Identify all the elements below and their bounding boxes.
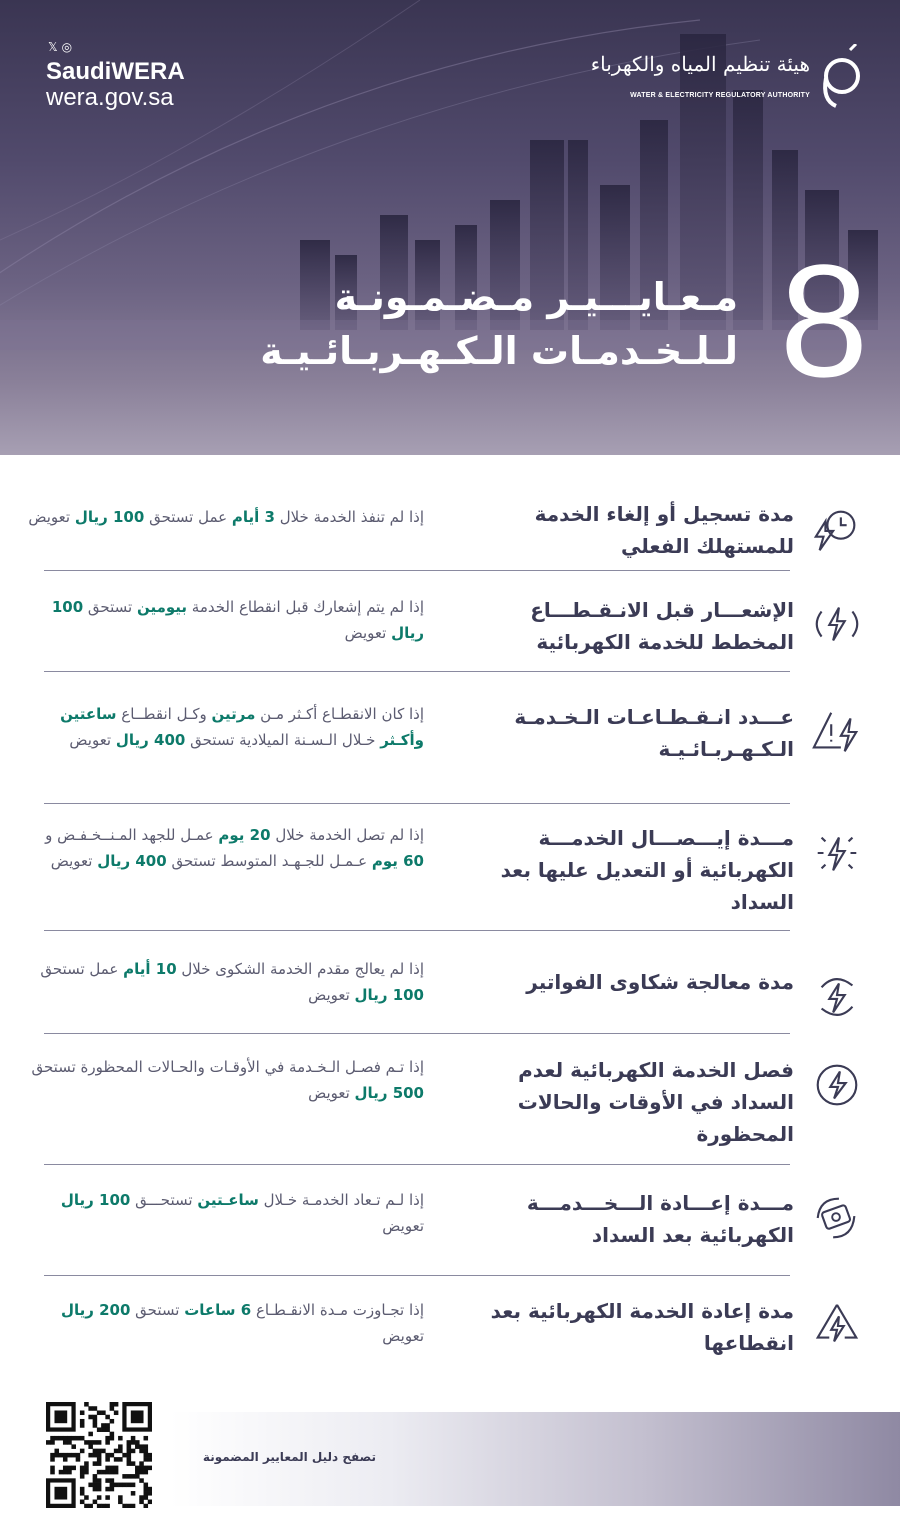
- guide-link-text[interactable]: تصفح دليل المعايير المضمونة: [202, 1450, 376, 1464]
- criteria-title: مدة تسجيل أو إلغاء الخدمة للمستهلك الفعلي: [534, 502, 794, 558]
- logo-arabic-text: هيئة تنظيم المياه والكهرباء: [590, 52, 810, 76]
- page-title: [238, 270, 738, 378]
- lightning-warning-icon: [810, 705, 864, 759]
- description-text: تعويض: [308, 1084, 355, 1102]
- highlight-value: 400 ريال: [115, 731, 186, 749]
- description-text: تعويض: [382, 1217, 424, 1235]
- highlight-value: 100 ريال: [74, 508, 145, 526]
- description-text: تعويض: [308, 986, 355, 1004]
- criteria-item: [0, 695, 900, 790]
- logo-english-text: WATER & ELECTRICITY REGULATORY AUTHORITY: [630, 92, 810, 99]
- criteria-count: 8: [779, 231, 869, 410]
- description-text: إذا لم يتم إشعارك قبل انقطاع الخدمة: [187, 598, 424, 616]
- instagram-icon[interactable]: ◎: [61, 40, 77, 54]
- criteria-item: [0, 818, 900, 918]
- divider: [44, 803, 790, 804]
- description-text: إذا كان الانقطـاع أكـثر مـن: [255, 705, 424, 723]
- criteria-item: [0, 1293, 900, 1363]
- criteria-title: مدة إعادة الخدمة الكهربائية بعد انقطاعها: [490, 1299, 794, 1355]
- highlight-value: ساعـتين: [197, 1191, 259, 1209]
- highlight-value: 10 أيام: [123, 960, 177, 978]
- criteria-description: [24, 504, 424, 530]
- description-text: عمل تستحق: [144, 508, 232, 526]
- description-text: تعويض: [69, 731, 116, 749]
- description-text: تعويض: [344, 624, 392, 642]
- description-text: تستحق: [130, 1301, 185, 1319]
- highlight-value: 60 يوم: [371, 852, 424, 870]
- divider: [44, 1033, 790, 1034]
- lightning-recycle-icon: [810, 1299, 864, 1353]
- website-link[interactable]: wera.gov.sa: [46, 84, 174, 111]
- logo-mark-icon: [816, 44, 864, 110]
- description-text: إذا لم تنفذ الخدمة خلال: [274, 508, 424, 526]
- hero-banner: [0, 0, 900, 455]
- criteria-description: [24, 1187, 424, 1239]
- description-text: إذا لـم تـعاد الخدمـة خـلال: [258, 1191, 424, 1209]
- description-text: إذا لم يعالج مقدم الخدمة الشكوى خلال: [176, 960, 424, 978]
- authority-logo: [590, 44, 864, 114]
- highlight-value: 100 ريال: [51, 598, 424, 642]
- highlight-value: 20 يوم: [218, 826, 271, 844]
- description-text: عمل تستحق: [40, 960, 124, 978]
- highlight-value: 3 أيام: [231, 508, 275, 526]
- criteria-title: مـــدة إعـــادة الـــخـــدمـــة الكهربائية بعد السداد: [526, 1191, 794, 1247]
- description-text: تعويض: [28, 508, 75, 526]
- description-text: خـلال الـسـنة الميلادية تستحق: [185, 731, 381, 749]
- criteria-item: [0, 950, 900, 1020]
- divider: [44, 570, 790, 571]
- qr-code-icon[interactable]: [46, 1402, 152, 1508]
- highlight-value: بيومين: [136, 598, 188, 616]
- highlight-value: 100 ريال: [60, 1191, 131, 1209]
- criteria-title: مدة معالجة شكاوى الفواتير: [526, 970, 794, 994]
- highlight-value: 500 ريال: [354, 1084, 424, 1102]
- criteria-description: [24, 701, 424, 753]
- description-text: تعويض: [50, 852, 98, 870]
- social-icons: [48, 40, 76, 54]
- highlight-value: 6 ساعات: [184, 1301, 252, 1319]
- criteria-title: الإشعـــار قبل الانـقـطـــاع المخطط للخدمة الكهربائية: [530, 598, 794, 654]
- lightning-signal-icon: [810, 598, 864, 652]
- divider: [44, 1164, 790, 1165]
- criteria-description: [24, 956, 424, 1008]
- description-text: تعويض: [382, 1327, 424, 1345]
- lightning-circle-icon: [810, 1058, 864, 1112]
- divider: [44, 1275, 790, 1276]
- criteria-title: عـــدد انـقـطـاعـات الـخـدمـة الـكـهـربـائـيـة: [514, 705, 794, 761]
- description-text: عمـل للجهد المـنــخـفـض و: [45, 826, 219, 844]
- highlight-value: ساعتين وأكـثر: [60, 705, 424, 749]
- criteria-item: [0, 490, 900, 570]
- criteria-item: [0, 590, 900, 670]
- criteria-item: [0, 1183, 900, 1263]
- money-cycle-icon: [810, 1191, 864, 1245]
- criteria-title: فصل الخدمة الكهربائية لعدم السداد في الأوقات والحالات المحظورة: [517, 1058, 794, 1146]
- criteria-description: [24, 1054, 424, 1106]
- divider: [44, 671, 790, 672]
- divider: [44, 930, 790, 931]
- highlight-value: 100 ريال: [354, 986, 424, 1004]
- highlight-value: مرتين: [211, 705, 256, 723]
- title-line-1: مـعـايـــيـر مـضـمـونـة: [334, 275, 738, 319]
- description-text: إذا تـم فصـل الـخـدمة في الأوقـات والحـالات المحظورة تستحق: [31, 1058, 424, 1076]
- description-text: إذا تجـاوزت مـدة الانقـطـاع: [251, 1301, 424, 1319]
- description-text: تستحـــق: [130, 1191, 198, 1209]
- x-icon[interactable]: 𝕏: [48, 40, 62, 54]
- title-line-2: لـلـخـدمـات الـكـهـربـائـيـة: [260, 329, 738, 373]
- brand-handle: SaudiWERA: [46, 58, 185, 85]
- lightning-clock-icon: [810, 502, 864, 556]
- lightning-burst-icon: [810, 826, 864, 880]
- description-text: عـمـل للجـهـد المتوسط تستحق: [166, 852, 372, 870]
- criteria-description: [24, 594, 424, 646]
- criteria-description: [24, 1297, 424, 1349]
- description-text: إذا لم تصل الخدمة خلال: [270, 826, 424, 844]
- lightning-cycle-icon: [810, 970, 864, 1024]
- highlight-value: 200 ريال: [60, 1301, 131, 1319]
- criteria-description: [24, 822, 424, 874]
- criteria-item: [0, 1050, 900, 1150]
- criteria-title: مـــدة إيـــصـــال الخدمـــة الكهربائية أو التعديل عليها بعد السداد: [500, 826, 794, 914]
- highlight-value: 400 ريال: [97, 852, 167, 870]
- description-text: وكـل انقطــاع: [116, 705, 212, 723]
- description-text: تستحق: [83, 598, 137, 616]
